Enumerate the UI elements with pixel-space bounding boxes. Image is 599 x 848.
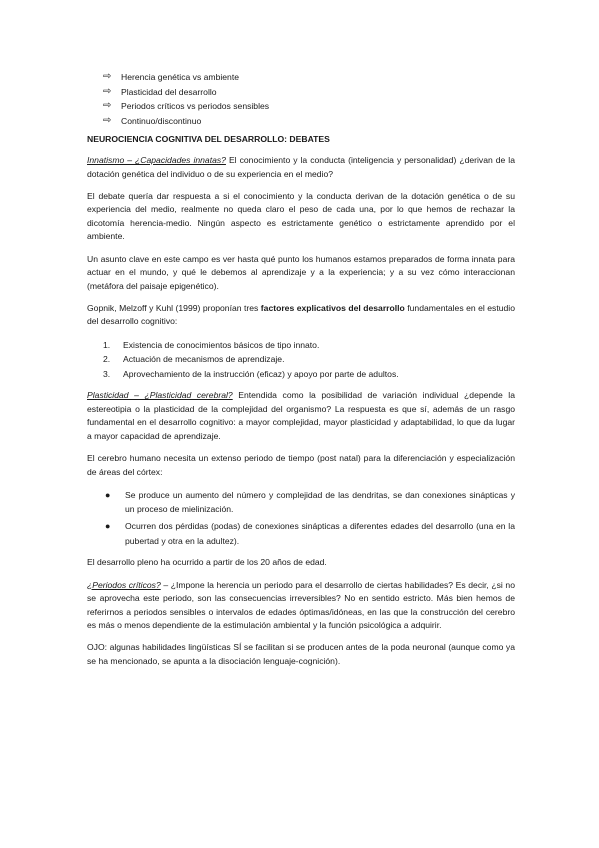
ojo-paragraph: OJO: algunas habilidades lingüísticas SÍ se facilitan si se producen antes de la poda neuronal (aunque como ya se ha mencionado, se apunta a la disociación lenguaje-cognición). [87, 642, 515, 667]
innatismo-label: Innatismo – ¿Capacidades innatas? [87, 155, 226, 165]
list-item: ⇨ Periodos críticos vs periodos sensibles [103, 99, 515, 114]
list-item: 1. Existencia de conocimientos básicos de tipo innato. [103, 339, 320, 350]
pleno-paragraph: El desarrollo pleno ha ocurrido a partir de los 20 años de edad. [87, 557, 327, 568]
list-item: ⇨ Plasticidad del desarrollo [103, 85, 515, 100]
list-item: ⇨ Continuo/discontinuo [103, 114, 515, 129]
periodos-paragraph: ¿Periodos críticos? – ¿Impone la herencia un periodo para el desarrollo de ciertas habilidades? Es decir, ¿si no se aprovecha este periodo, son las consecuencias irreversibles? No en sentido estricto. Más bien hemos de referirnos a periodos sensibles o intervalos de edades óptimas/idóneas, en las que la construcción del cerebro es más o menos dependiente de la estimulación ambiental y la función psicológica a adquirir. [87, 579, 515, 631]
arrow-right-icon: ⇨ [103, 100, 112, 111]
plasticidad-paragraph: Plasticidad – ¿Plasticidad cerebral? Entendida como la posibilidad de variación individual ¿depende la estereotipia o la plasticidad de la complejidad del organismo? La respuesta es que sí, además de un rasgo fundamental en el desarrollo cognitivo: a mayor complejidad, mayor plasticidad y adaptabilidad, lo que da lugar a mayor capacidad de aprendizaje. [87, 390, 515, 441]
plasticidad-label: Plasticidad – ¿Plasticidad cerebral? [87, 390, 233, 401]
gopnik-paragraph: Gopnik, Melzoff y Kuhl (1999) proponían tres factores explicativos del desarrollo fundamentales en el estudio del desarrollo cognitivo: [87, 302, 515, 327]
factores-bold: factores explicativos del desarrollo [260, 302, 405, 313]
bullet-icon: ● [105, 521, 111, 532]
arrow-right-icon: ⇨ [103, 85, 112, 97]
list-item: ⇨ Herencia genética vs ambiente [103, 70, 515, 85]
arrow-list [87, 70, 515, 128]
list-item: ● Se produce un aumento del número y complejidad de las dendritas, se dan conexiones sinápticas y un proceso de mielinización. [105, 489, 515, 515]
list-item: 3. Aprovechamiento de la instrucción (eficaz) y apoyo por parte de adultos. [103, 368, 399, 379]
periodos-label: ¿Periodos críticos? [87, 579, 161, 590]
list-item: ● Ocurren dos pérdidas (podas) de conexiones sinápticas a diferentes edades del desarrollo (una en la pubertad y otra en la adultez). [105, 521, 515, 546]
bullet-icon: ● [105, 489, 111, 500]
section-title: NEUROCIENCIA COGNITIVA DEL DESARROLLO: DEBATES [87, 134, 330, 144]
bullet-list [87, 488, 515, 549]
document-body [87, 70, 515, 677]
innatismo-paragraph: Innatismo – ¿Capacidades innatas? El conocimiento y la conducta (inteligencia y personalidad) ¿derivan de la dotación genética del individuo o de su experiencia en el medio? [87, 155, 515, 179]
numbered-list [87, 338, 515, 382]
arrow-right-icon: ⇨ [103, 114, 112, 126]
asunto-paragraph: Un asunto clave en este campo es ver hasta qué punto los humanos estamos preparados de forma innata para actuar en el mundo, y qué le debemos al aprendizaje y a la experiencia; y a su vez cómo interaccionan (metáfora del paisaje epigenético). [87, 253, 515, 291]
debate-paragraph: El debate quería dar respuesta a si el conocimiento y la conducta derivan de la dotación genética o de su experiencia del medio, realmente no queda claro el peso de cada una, por lo que hemos de rechazar la dicotomía herencia-medio. Ningún aspecto es estrictamente genético o estrictamente aprendido por el ambiente. [87, 190, 515, 242]
list-item: 2. Actuación de mecanismos de aprendizaje. [103, 354, 285, 365]
cerebro-paragraph: El cerebro humano necesita un extenso periodo de tiempo (post natal) para la diferenciación y especialización de áreas del córtex: [87, 452, 515, 477]
arrow-right-icon: ⇨ [103, 71, 112, 82]
